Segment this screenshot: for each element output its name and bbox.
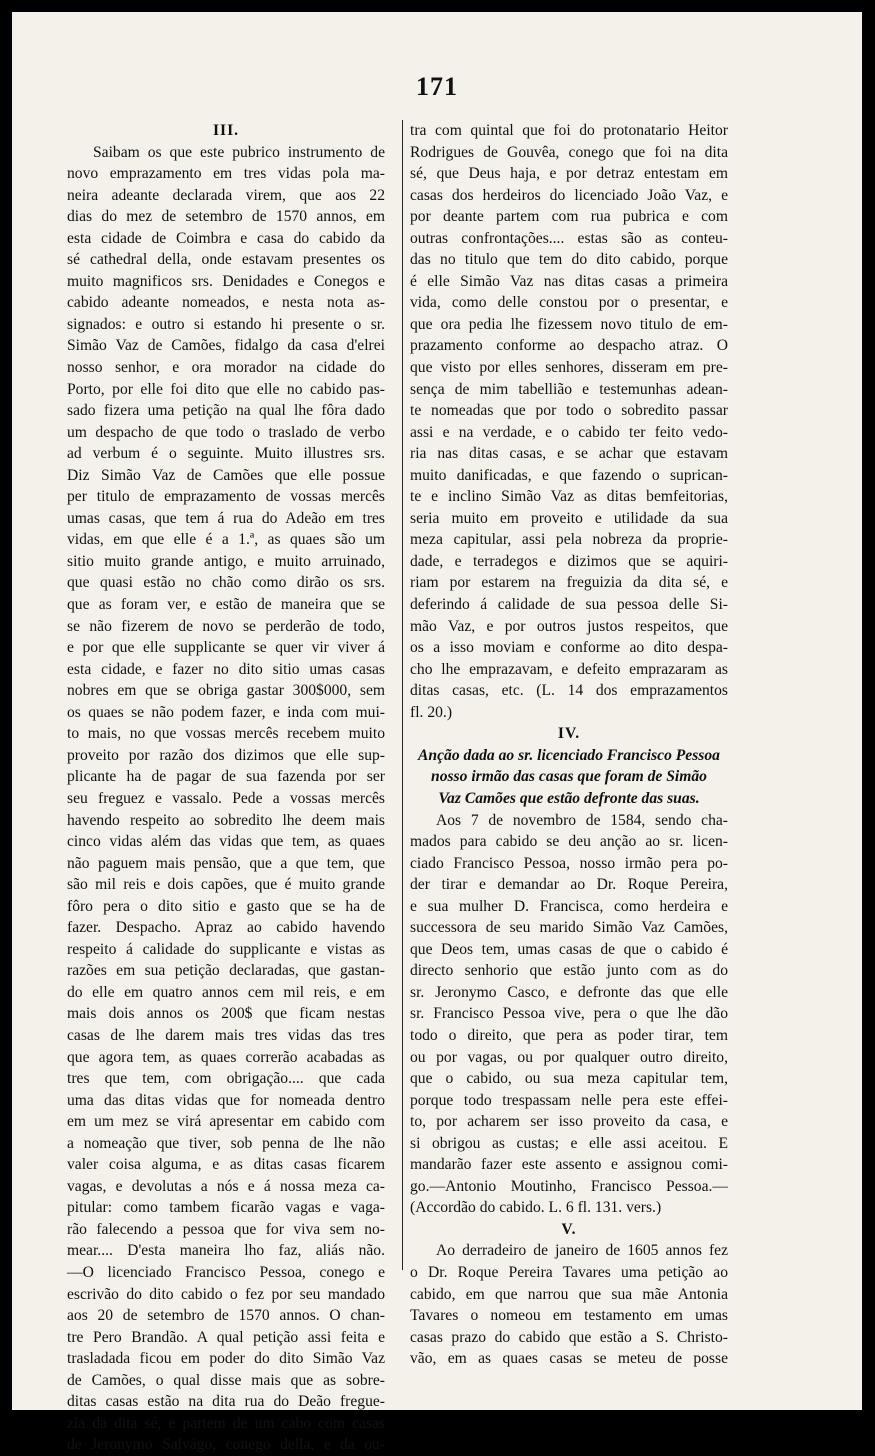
text-line: vida, como delle constou por o presentar, e	[410, 294, 728, 312]
text-line: mear.... D'esta maneira lho faz, aliás não.	[67, 1242, 385, 1260]
text-line: casas de lhe darem mais tres vidas das tres	[67, 1026, 385, 1044]
text-line: successora de seu marido Simão Vaz Camões,	[410, 919, 728, 937]
text-line: é elle Simão Vaz nas ditas casas a primeira	[410, 272, 728, 290]
text-line: cho lhe emprazavam, e defeito emprazaram as	[410, 660, 728, 678]
text-line: por deante partem com rua pubrica e com	[410, 208, 728, 226]
text-line: seria muito em proveito e utilidade da sua	[410, 509, 728, 527]
text-line: Anção dada ao sr. licenciado Francisco Pessoa	[418, 746, 720, 764]
book-page	[12, 12, 862, 1454]
text-line: te e inclino Simão Vaz as ditas bemfeitorias,	[410, 488, 728, 506]
text-line: casas dos herdeiros do licenciado João Vaz, e	[410, 186, 728, 204]
text-line: seu freguez e vassalo. Pede a vossas mercês	[67, 789, 385, 807]
right-column-text-c	[410, 1240, 728, 1369]
text-line: mão Vaz, e por outros justos respeitos, que	[410, 617, 728, 635]
text-line: muito magnificos srs. Denidades e Conegos e	[67, 272, 385, 290]
text-line: Simão Vaz de Camões, fidalgo da casa d'elrei	[67, 337, 385, 355]
text-line: dade, e terradegos e dizimos que se aquiri-	[410, 552, 728, 570]
text-line: ditas casas estão na dita rua do Deão fregue-	[67, 1393, 385, 1411]
text-line: fazer. Despacho. Apraz ao cabido havendo	[67, 919, 385, 937]
text-line: Porto, por elle foi dito que elle no cabido pas-	[67, 380, 385, 398]
text-line: e sua mulher D. Francisca, como herdeira e	[410, 897, 728, 915]
text-line: e por que elle supplicante se quer vir viver á	[67, 639, 385, 657]
text-line: Aos 7 de novembro de 1584, sendo cha-	[436, 811, 728, 829]
text-line: respeito á calidade do supplicante e vistas as	[67, 940, 385, 958]
text-line: per titulo de emprazamento de vossas mercês	[67, 488, 385, 506]
text-line: go.—Antonio Moutinho, Francisco Pessoa.—	[410, 1177, 728, 1195]
text-line: que o cabido, ou sua meza capitular tem,	[410, 1070, 728, 1088]
text-line: riam por estarem na freguizia da dita sé, e	[410, 574, 728, 592]
text-line: os quaes se não podem fazer, e inda com mui-	[67, 703, 385, 721]
text-line: nosso senhor, e ora morador na cidade do	[67, 359, 385, 377]
text-line: esta cidade de Coimbra e casa do cabido da	[67, 229, 385, 247]
text-line: tra com quintal que foi do protonatario Heitor	[410, 122, 728, 139]
text-line: o Dr. Roque Pereira Tavares uma petição ao	[410, 1263, 728, 1281]
text-line: todo o direito, que pera as poder tirar, tem	[410, 1026, 728, 1044]
text-line: cabido adeante nomeados, e nesta nota as-	[67, 294, 385, 312]
text-line: fôro pera o dito sitio e gasto que se ha de	[67, 897, 385, 915]
text-line: sença de mim tabellião e testemunhas adean-	[410, 380, 728, 398]
text-line: ou por vagas, ou por qualquer outro direito,	[410, 1048, 728, 1066]
text-line: plicante ha de pagar de sua fazenda por ser	[67, 768, 385, 786]
text-line: der tirar e demandar ao Dr. Roque Pereira,	[410, 876, 728, 894]
text-line: vagas, e devolutas a nós e á nossa meza ca-	[67, 1177, 385, 1195]
text-line: novo emprazamento em tres vidas pola ma-	[67, 165, 385, 183]
text-line: que ora pedia lhe fizessem novo titulo de em-	[410, 315, 728, 333]
text-line: deferindo á calidade de sua pessoa delle Si-	[410, 596, 728, 614]
text-line: rão falecendo a pessoa que for viva sem no-	[67, 1220, 385, 1238]
text-line: sé cathedral della, onde estavam presentes os	[67, 251, 385, 269]
text-line: prazamento conforme ao despacho atraz. O	[410, 337, 728, 355]
text-line: tre Pero Brandão. A qual petição assi feita e	[67, 1328, 385, 1346]
text-line: dias do mez de setembro de 1570 annos, em	[67, 208, 385, 226]
text-line: muito danificadas, e que fazendo o suprican-	[410, 466, 728, 484]
text-line: sado fizera uma petição na qual lhe fôra dado	[67, 402, 385, 420]
text-line: Ao derradeiro de janeiro de 1605 annos fez	[436, 1242, 728, 1260]
text-line: mandarão fazer este assento e assignou comi-	[410, 1156, 728, 1174]
text-line: vidas, em que elle é a 1.ª, as quaes são um	[67, 531, 385, 549]
text-line: zia da dita sé, e partem de um cabo com casas	[67, 1414, 385, 1432]
section-heading-iv: IV.	[557, 725, 581, 743]
text-line: vão, em as quaes casas se meteu de posse	[410, 1350, 728, 1368]
right-column-text-b	[410, 810, 728, 1219]
text-line: em um mez se virá apresentar em cabido com	[67, 1113, 385, 1131]
text-line: razões em sua petição declaradas, que gastan-	[67, 962, 385, 980]
text-line: esta cidade, e fazer no dito sitio umas casas	[67, 660, 385, 678]
text-line: tres que tem, com obrigação.... que cada	[67, 1070, 385, 1088]
page-number: 171	[416, 72, 458, 101]
text-line: te nomeadas que por todo o sobredito passar	[410, 402, 728, 420]
right-column-text-a	[410, 120, 728, 723]
text-line: signados: e outro si estando hi presente o sr.	[67, 315, 385, 333]
text-line: —O licenciado Francisco Pessoa, conego e	[67, 1263, 385, 1281]
text-line: a nomeação que tiver, sob penna de lhe não	[67, 1134, 385, 1152]
text-line: são mil reis e dois capões, que é muito grande	[67, 876, 385, 894]
text-line: de Camões, o qual disse mais que as sobre-	[67, 1371, 385, 1389]
text-line: casas prazo do cabido que estão a S. Christo-	[410, 1328, 728, 1346]
text-line: Tavares o nomeou em testamento em umas	[410, 1307, 728, 1325]
text-line: do elle em quatro annos cem mil reis, e em	[67, 983, 385, 1001]
text-line: nobres em que se obriga gastar 300$000, sem	[67, 682, 385, 700]
text-line: sr. Jeronymo Casco, e defronte das que elle	[410, 983, 728, 1001]
text-line: se não fizerem de novo se perderão de todo,	[67, 617, 385, 635]
text-line: que as foram ver, e estão de maneira que se	[67, 596, 385, 614]
text-line: mados para cabido se deu anção ao sr. licen-	[410, 833, 728, 851]
text-line: ditas casas, etc. (L. 14 dos emprazamentos	[410, 682, 728, 700]
text-line: umas casas, que tem á rua do Adeão em tres	[67, 509, 385, 527]
text-line: nosso irmão das casas que foram de Simão	[431, 768, 707, 786]
text-line: que quasi estão no chão como dirão os srs.	[67, 574, 385, 592]
text-line: pitular: como tambem ficarão vagas e vaga-	[67, 1199, 385, 1217]
text-line: meza capitular, assi pela nobreza da proprie-	[410, 531, 728, 549]
text-line: Rodrigues de Gouvêa, conego que foi na dita	[410, 143, 728, 161]
section-title-iv	[410, 745, 728, 810]
right-column	[410, 120, 728, 1370]
text-line: proveito por razão dos dizimos que elle sup-	[67, 746, 385, 764]
text-line: porque todo trespassam nelle pera este effei-	[410, 1091, 728, 1109]
text-line: to, por acharem ser isso proveito da casa, e	[410, 1113, 728, 1131]
text-line: sr. Francisco Pessoa vive, pera o que lhe dão	[410, 1005, 728, 1023]
text-line: assi e na verdade, e o cabido ter feito vedo-	[410, 423, 728, 441]
text-line: outras confrontações.... estas são as conteu-	[410, 229, 728, 247]
text-line: directo senhorio que estão junto com as do	[410, 962, 728, 980]
left-column-text	[67, 142, 385, 1456]
text-line: havendo respeito ao sobredito lhe deem mais	[67, 811, 385, 829]
text-line: escrivão do dito cabido o fez por seu mandado	[67, 1285, 385, 1303]
text-line: valer coisa alguma, e as ditas casas ficarem	[67, 1156, 385, 1174]
left-column	[67, 120, 385, 1456]
text-line: si obrigou as custas; e elle assi aceitou. E	[410, 1134, 728, 1152]
text-line: Vaz Camões que estão defronte das suas.	[438, 789, 700, 807]
text-line: sitio muito grande antigo, e muito arruinado,	[67, 552, 385, 570]
text-line: de Jeronymo Salvágo, conego della, e da ou-	[67, 1436, 385, 1454]
section-heading-iii: III.	[212, 122, 240, 139]
text-line: ria nas ditas casas, e se achar que estavam	[410, 445, 728, 463]
text-line: neira adeante declarada virem, que aos 22	[67, 186, 385, 204]
text-line: cabido, em que narrou que sua mãe Antonia	[410, 1285, 728, 1303]
text-line: sé, que Deus haja, e por detraz entestam em	[410, 165, 728, 183]
text-line: os a isso moviam e conforme ao dito despa-	[410, 639, 728, 657]
column-divider	[402, 120, 403, 1270]
text-line: Saibam os que este pubrico instrumento de	[93, 143, 385, 161]
text-line: trasladada ficou em poder do dito Simão Vaz	[67, 1350, 385, 1368]
text-line: to mais, no que vossas mercês recebem muito	[67, 725, 385, 743]
text-line: das no titulo que tem do dito cabido, porque	[410, 251, 728, 269]
text-line: uma das ditas vidas que for nomeada dentro	[67, 1091, 385, 1109]
text-line: Diz Simão Vaz de Camões que elle possue	[67, 466, 385, 484]
text-line: ciado Francisco Pessoa, nosso irmão pera po-	[410, 854, 728, 872]
text-line: ad verbum é o seguinte. Muito illustres srs.	[67, 445, 385, 463]
text-line: um despacho de que todo o traslado de verbo	[67, 423, 385, 441]
text-line: que agora tem, as quaes correrão acabadas as	[67, 1048, 385, 1066]
text-line: cinco vidas além das vidas que tem, as quaes	[67, 833, 385, 851]
section-heading-v: V.	[561, 1220, 577, 1238]
text-line: não paguem mais pensão, que a que tem, que	[67, 854, 385, 872]
text-line: (Accordão do cabido. L. 6 fl. 131. vers.)	[410, 1199, 662, 1217]
text-line: que Deos tem, umas casas de que o cabido é	[410, 940, 728, 958]
text-line: fl. 20.)	[410, 703, 453, 721]
text-line: mais dois annos os 200$ que ficam nestas	[67, 1005, 385, 1023]
text-line: aos 20 de setembro de 1570 annos. O chan-	[67, 1307, 385, 1325]
text-line: que visto por elles senhores, disseram em pre-	[410, 359, 728, 377]
